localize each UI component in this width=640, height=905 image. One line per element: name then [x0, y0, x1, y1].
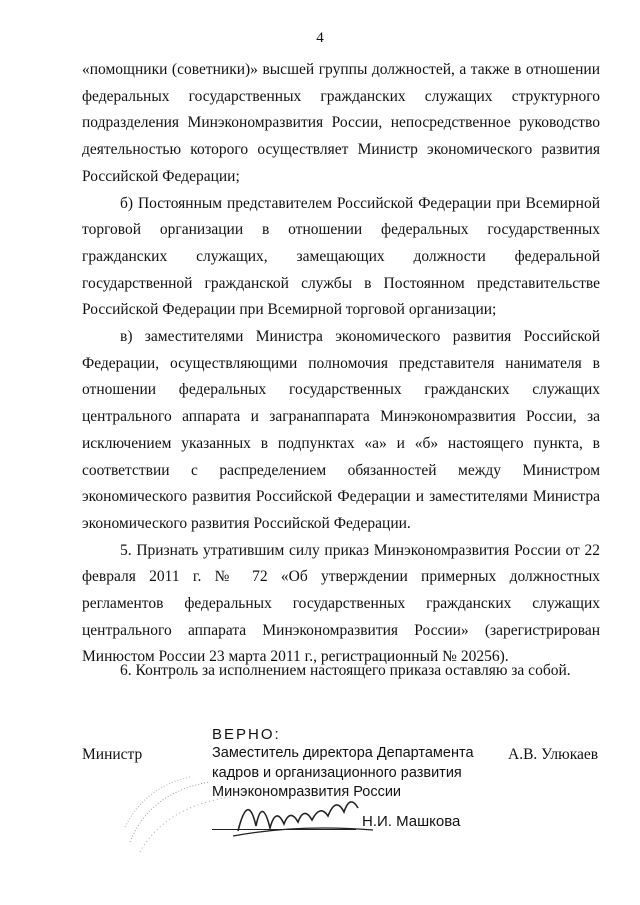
document-body: [82, 57, 600, 671]
page-number: 4: [316, 30, 324, 46]
paragraph-5: 5. Признать утратившим силу приказ Минэкономразвития России от 22 февраля 2011 г. № 72 «Об утверждении примерных должностных регламентов федеральных государственных гражданских служащих центрального аппарата Минэкономразвития России» (зарегистрирован Минюстом России 23 марта 2011 г., регистрационный № 20256).: [82, 541, 600, 666]
signature-line: [212, 829, 356, 830]
verno-label: ВЕРНО:: [212, 726, 281, 743]
handwritten-signature: [228, 786, 378, 846]
paragraph-v: в) заместителями Министра экономического развития Российской Федерации, осуществляющими полномочия представителя нанимателя в отношении федеральных государственных гражданских служащих центрального аппарата и загранаппарата Минэкономразвития России, за исключением указанных в подпунктах «а» и «б» настоящего пункта, в соответствии с распределением обязанностей между Министром экономического развития Российской Федерации и заместителями Министра экономического развития Российской Федерации.: [82, 328, 600, 532]
deputy-title-line-2: кадров и организационного развития: [212, 764, 462, 781]
deputy-title-line-1: Заместитель директора Департамента: [212, 745, 474, 761]
minister-title: Министр: [82, 746, 143, 763]
paragraph-b: б) Постоянным представителем Российской Федерации при Всемирной торговой организации в отношении федеральных государственных гражданских служащих, замещающих должности федеральной государственной гражданской службы в Постоянном представительстве Российской Федерации при Всемирной торговой организации;: [82, 194, 600, 319]
paragraph-continuation: «помощники (советники)» высшей группы должностей, а также в отношении федеральных государственных гражданских служащих структурного подразделения Минэкономразвития России, непосредственное руководство деятельностью которого осуществляет Министр экономического развития Российской Федерации;: [82, 61, 600, 185]
paragraph-6: 6. Контроль за исполнением настоящего приказа оставляю за собой.: [120, 662, 571, 679]
signer-name: Н.И. Машкова: [362, 813, 461, 830]
deputy-title-line-3: Минэкономразвития России: [212, 784, 402, 800]
minister-name: А.В. Улюкаев: [508, 746, 599, 763]
